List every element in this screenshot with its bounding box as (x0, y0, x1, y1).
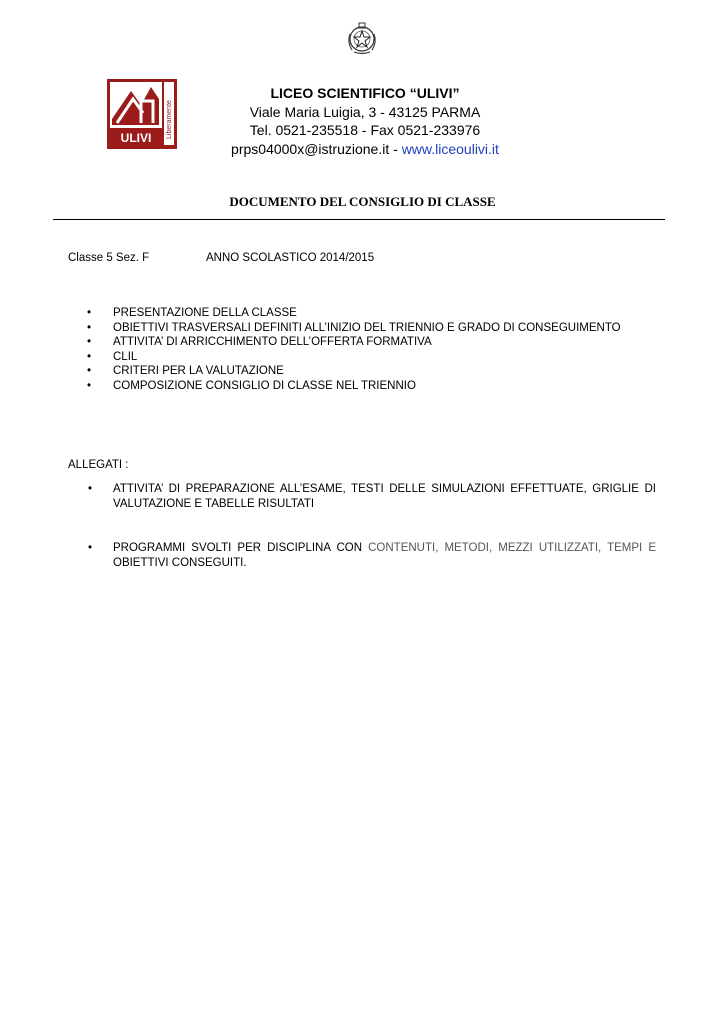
attachments-label: ALLEGATI : (68, 459, 129, 471)
attachment-text-part: E (648, 542, 656, 554)
list-item: • PRESENTAZIONE DELLA CLASSE (68, 306, 621, 321)
attachment-item (88, 482, 656, 512)
school-phone: Tel. 0521-235518 - Fax 0521-233976 (249, 122, 481, 138)
list-item: • OBIETTIVI TRASVERSALI DEFINITI ALL’INIZIO DEL TRIENNIO E GRADO DI CONSEGUIMENTO (68, 321, 621, 336)
logo-side-text: Liberamente (166, 100, 173, 139)
list-item: • COMPOSIZIONE CONSIGLIO DI CLASSE NEL TRIENNIO (68, 379, 621, 394)
title-divider (53, 219, 665, 220)
attachment-item (88, 541, 656, 571)
list-item: • CLIL (68, 350, 621, 365)
school-address: Viale Maria Luigia, 3 - 43125 PARMA (249, 103, 481, 120)
school-name: LICEO SCIENTIFICO “ULIVI” (270, 85, 460, 101)
document-title: DOCUMENTO DEL CONSIGLIO DI CLASSE (229, 194, 496, 209)
list-item: • CRITERI PER LA VALUTAZIONE (68, 364, 621, 379)
italian-republic-emblem-icon (344, 20, 380, 56)
contents-list (68, 306, 621, 394)
logo-text: ULIVI (120, 131, 152, 145)
school-contacts (190, 140, 540, 159)
liceo-ulivi-logo (107, 79, 177, 149)
class-section: Classe 5 Sez. F (68, 252, 150, 264)
attachment-text-part: PROGRAMMI SVOLTI PER DISCIPLINA CON (113, 542, 369, 554)
school-header (190, 84, 540, 158)
attachment-text-part: OBIETTIVI CONSEGUITI. (113, 557, 247, 569)
attachment-text: ATTIVITA’ DI PREPARAZIONE ALL’ESAME, TESTI DELLE SIMULAZIONI EFFETTUATE, GRIGLIE DI VALUTAZIONE E TABELLE RISULTATI (113, 483, 656, 510)
school-website-link[interactable]: www.liceoulivi.it (401, 140, 499, 157)
contact-separator: - (389, 140, 402, 157)
school-year: ANNO SCOLASTICO 2014/2015 (206, 252, 375, 264)
bullet-icon: • (88, 542, 93, 554)
bullet-icon: • (88, 483, 93, 495)
attachment-text-part: CONTENUTI, METODI, MEZZI UTILIZZATI, TEMPI (368, 542, 643, 554)
list-item: • ATTIVITA’ DI ARRICCHIMENTO DELL’OFFERTA FORMATIVA (68, 335, 621, 350)
school-email[interactable]: prps04000x@istruzione.it (231, 140, 390, 157)
